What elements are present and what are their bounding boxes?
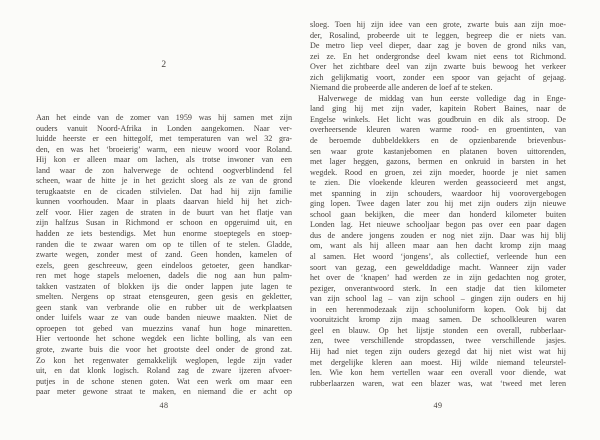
text-line: land waar de zon halverwege de ochtend oogverblindend fel	[36, 165, 292, 175]
text-line: om, want als hij alleen maar aan hen dacht kromp zijn maag	[310, 241, 566, 251]
text-line: geen stank van verbrande olie en rubber uit de werkplaatsen	[36, 302, 292, 312]
text-line: Londen lag. Het nieuwe schooljaar begon pas over een paar dagen	[310, 220, 566, 230]
text-line: in een herenmodezaak zijn schooluniform kopen. Ook bij dat	[310, 304, 566, 314]
text-line: Hij had niet tegen zijn ouders gezegd dat hij niet wist wat hij	[310, 346, 566, 356]
right-page-text	[310, 20, 566, 389]
text-line: peziger, onverantwoord sterk. In een stadje dat tien kilometer	[310, 283, 566, 293]
text-line: vooruitzicht kromp zijn maag samen. De schoolkleuren waren	[310, 315, 566, 325]
text-line: zwarte wegen, zonder mest of zand. Geen honden, kamelen of	[36, 250, 292, 260]
text-line: oproepen tot gebed van muezzins vanaf hun hoge minaretten.	[36, 323, 292, 333]
text-line: takken vastzaten of blokken ijs die onder lappen jute lagen te	[36, 281, 292, 291]
text-line: van zijn school lag – van zijn school – gingen zijn ouders en hij	[310, 294, 566, 304]
text-line: land ging hij met zijn vader, kapitein Robert Baines, naar de	[310, 104, 566, 114]
text-line: luidde heerste er een hittegolf, met temperaturen van wel 32 gra-	[36, 134, 292, 144]
text-line: putjes in de schone stenen goten. Wat een werk om maar een	[36, 376, 292, 386]
text-line: ezels, geen geschreeuw, geen eindeloos getoeter, geen handkar-	[36, 260, 292, 270]
text-line: te zien. Die vloekende kleuren werden geassocieerd met angst,	[310, 178, 566, 188]
text-line: soort van gezag, een gewelddadige macht. Wanneer zijn vader	[310, 262, 566, 272]
text-line: paar meter gewone straat te maken, en niemand die er acht op	[36, 387, 292, 397]
text-line: Aan het einde van de zomer van 1959 was hij samen met zijn	[36, 113, 292, 122]
text-line: zijn halfzus Susan in Richmond er schoon en opgeruimd uit, en	[36, 218, 292, 228]
left-page	[36, 0, 292, 440]
text-line: Engelse winkels. Het licht was goudbruin en dik als stroop. De	[310, 114, 566, 124]
text-line: zen, twee verschillende stropdassen, twee verschillende jasjes.	[310, 336, 566, 346]
text-line: het over de ‘knapen’ had werden ze in zijn gedachten nog groter,	[310, 273, 566, 283]
text-line: zei ze. En het ondergrondse deel kwam niet eens tot Richmond.	[310, 51, 566, 61]
text-line: de beroemde dubbeldekkers en de opzienbarende brievenbus-	[310, 136, 566, 146]
text-line: met dergelijke kleren aan moest. Hij wilde niemand teleurstel-	[310, 357, 566, 367]
text-line: overheersende kleuren waren warme rood- en groentinten, van	[310, 125, 566, 135]
text-line: Zo kon het regenwater gemakkelijk weglopen, legde zijn vader	[36, 355, 292, 365]
text-line: Niemand die probeerde alle anderen de loef af te steken.	[310, 83, 493, 93]
text-line: scheen, waar de hitte je in het gezicht sloeg als ze van de grond	[36, 176, 292, 186]
text-line: terugkaatste en de cicaden stilvielen. Dat had hij zijn familie	[36, 186, 292, 196]
text-line: school gaan bekijken, die meer dan honderd kilometer buiten	[310, 209, 566, 219]
text-line: sen waar grote kastanjebomen en platanen boven uittorenden,	[310, 146, 566, 156]
text-line: randen die te zwaar waren om op te tillen of te stelen. Gladde,	[36, 239, 292, 249]
text-line: Over het zichtbare deel van zijn zwarte buis bewoog het verkeer	[310, 62, 566, 72]
text-line: zich gelijkmatig voort, zonder een spoor van gejacht of gejaag.	[310, 72, 566, 82]
text-line: hadden ze iets bestendigs. Met hun enorme stoeptegels en stoep-	[36, 229, 292, 239]
text-line: ging lopen. Twee dagen later zou hij met zijn ouders zijn nieuwe	[310, 199, 566, 209]
text-line: grote, zwarte buis die voor het grootste deel onder de grond zat.	[36, 345, 292, 355]
text-line: De metro liep veel dieper, daar zag je boven de grond niks van,	[310, 41, 566, 51]
right-page	[310, 0, 566, 440]
text-line: wegdek. Rood en groen, zei zijn moeder, hoorde je niet samen	[310, 167, 566, 177]
text-line: Hij kon er alleen maar om lachen, als trotse inwoner van een	[36, 155, 292, 165]
text-line: smelten. Nergens op straat etensgeuren, geen gesis en gekletter,	[36, 292, 292, 302]
left-page-number: 48	[159, 401, 169, 410]
text-line: kunnen voorhouden. Maar in plaats daarvan hield hij het zich-	[36, 197, 292, 207]
text-line: den, en was het ‘broeierig’ warm, een nieuw woord voor Roland.	[36, 144, 292, 154]
text-line: sloeg. Toen hij zijn idee van een grote, zwarte buis aan zijn moe-	[310, 20, 566, 29]
text-line: met lager heggen, gazons, bermen en onkruid in barsten in het	[310, 157, 566, 167]
right-page-number: 49	[433, 401, 443, 410]
text-line: onder luifels waar ze van oude banden nieuwe maakten. Niet de	[36, 313, 292, 323]
text-line: rubberlaarzen waren, wat een blazer was, wat ‘tweed met leren	[310, 378, 566, 388]
text-line: met spanning in zijn schouders, waardoor hij voorovergebogen	[310, 188, 566, 198]
text-line: Hier vertoonde het schone wegdek een lichte bolling, als van een	[36, 334, 292, 344]
text-line: zelf voor. Hier zagen de straten in de buurt van het flatje van	[36, 207, 292, 217]
text-line: al samen. Het woord ‘jongens’, als collectief, verleende hun een	[310, 252, 566, 262]
text-line: ouders vanuit Noord-Afrika in Londen aangekomen. Naar ver-	[36, 123, 292, 133]
chapter-number: 2	[161, 60, 167, 70]
text-line: Halverwege de middag van hun eerste volledige dag in Enge-	[318, 93, 566, 103]
text-line: dus de andere jongens zouden er nog niet zijn. Daar was hij blij	[310, 230, 566, 240]
text-line: uit, en dat klonk logisch. Roland zag de zware ijzeren afvoer-	[36, 366, 292, 376]
left-page-text	[36, 113, 292, 398]
text-line: geel en blauw. Op het lijstje stonden een overall, rubberlaar-	[310, 325, 566, 335]
text-line: ren met hoge stapels meloenen, dadels die nog aan hun palm-	[36, 271, 292, 281]
text-line: len. Wie kon hem vertellen waar een overall voor diende, wat	[310, 368, 566, 378]
text-line: der, Rosalind, probeerde uit te leggen, begreep die er niets van.	[310, 30, 566, 40]
